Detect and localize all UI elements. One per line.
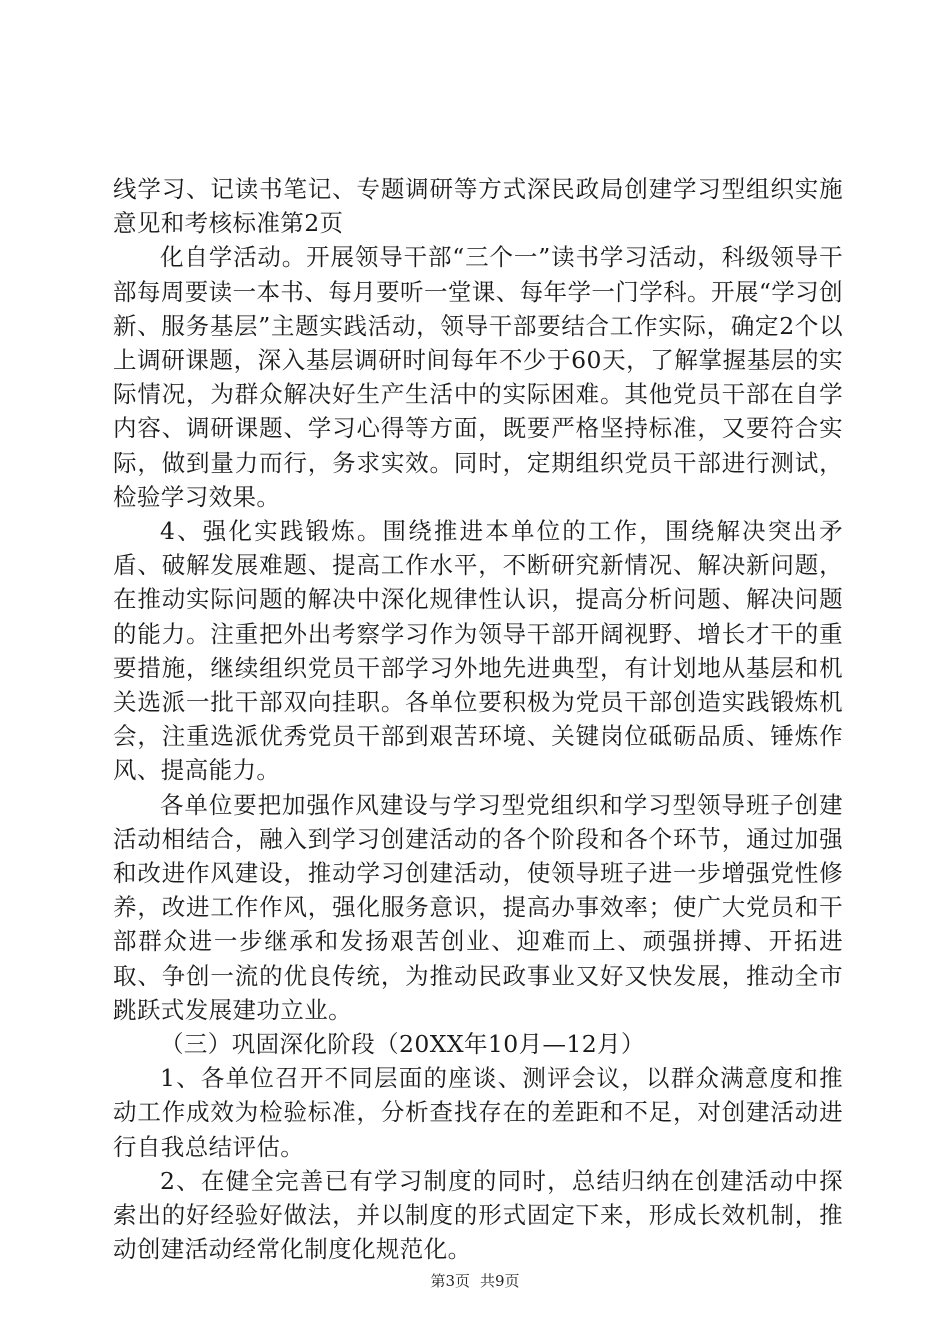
paragraph-item-2: 2、在健全完善已有学习制度的同时，总结归纳在创建活动中探索出的好经验好做法，并以制度的形式固定下来，形成长效机制，推动创建活动经常化制度化规范化。 [113, 1166, 843, 1264]
section-heading-consolidation: （三）巩固深化阶段（20XX年10月—12月） [160, 1030, 645, 1059]
paragraph-practice: 4、强化实践锻炼。围绕推进本单位的工作，围绕解决突出矛盾、破解发展难题、提高工作水平，不断研究新情况、解决新问题，在推动实际问题的解决中深化规律性认识，提高分析问题、解决问题的能力。注重把外出考察学习作为领导干部开阔视野、增长才干的重要措施，继续组织党员干部学习外地先进典型，有计划地从基层和机关选派一批干部双向挂职。各单位要积极为党员干部创造实践锻炼机会，注重选派优秀党员干部到艰苦环境、关键岗位砥砺品质、锤炼作风、提高能力。 [113, 517, 843, 785]
paragraph-item-1: 1、各单位召开不同层面的座谈、测评会议，以群众满意度和推动工作成效为检验标准，分析查找存在的差距和不足，对创建活动进行自我总结评估。 [113, 1064, 843, 1161]
paragraph-continuation: 线学习、记读书笔记、专题调研等方式深民政局创建学习型组织实施意见和考核标准第2页 [113, 175, 843, 238]
total-page-count: 共9页 [480, 1272, 520, 1290]
document-body [113, 172, 843, 1267]
page-footer [0, 1271, 950, 1291]
paragraph-work-style: 各单位要把加强作风建设与学习型党组织和学习型领导班子创建活动相结合，融入到学习创建活动的各个阶段和各个环节，通过加强和改进作风建设，推动学习创建活动，使领导班子进一步增强党性修养，改进工作作风，强化服务意识，提高办事效率；使广大党员和干部群众进一步继承和发扬艰苦创业、迎难而上、顽强拼搏、开拓进取、争创一流的优良传统，为推动民政事业又好又快发展，推动全市跳跃式发展建功立业。 [113, 790, 843, 1024]
current-page-number: 第3页 [430, 1272, 470, 1290]
paragraph-self-study: 化自学活动。开展领导干部“三个一”读书学习活动，科级领导干部每周要读一本书、每月要听一堂课、每年学一门学科。开展“学习创新、服务基层”主题实践活动，领导干部要结合工作实际，确定2个以上调研课题，深入基层调研时间每年不少于60天，了解掌握基层的实际情况，为群众解决好生产生活中的实际困难。其他党员干部在自学内容、调研课题、学习心得等方面，既要严格坚持标准，又要符合实际，做到量力而行，务求实效。同时，定期组织党员干部进行测试，检验学习效果。 [113, 243, 843, 511]
